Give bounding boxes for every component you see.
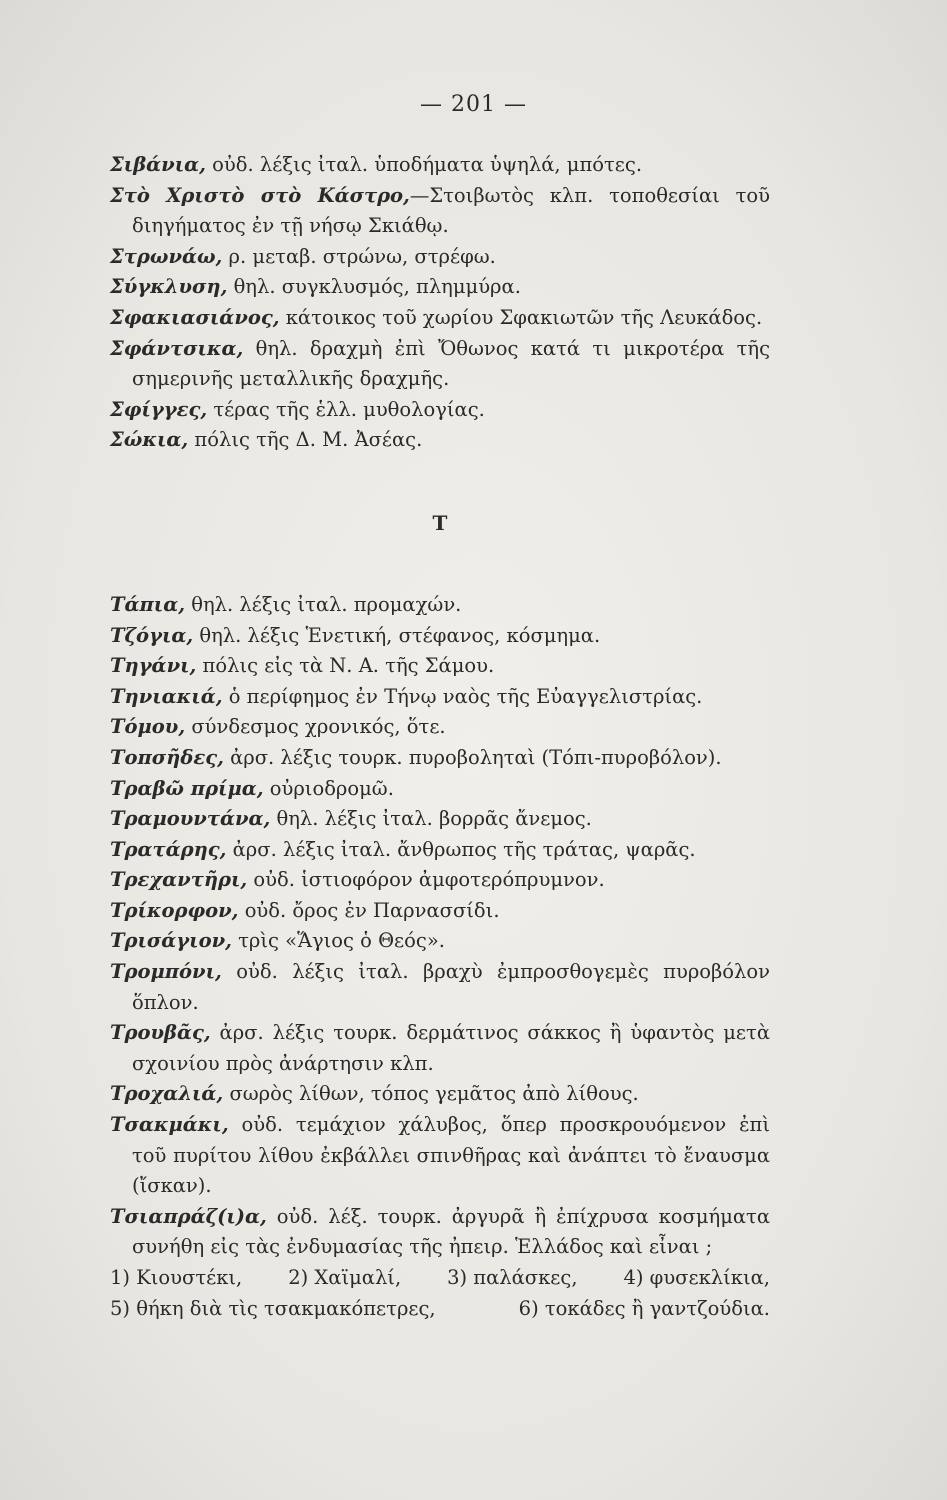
entry-lemma: Τηγάνι, xyxy=(110,654,197,678)
entry xyxy=(110,181,770,242)
entry-lemma: Τραμουντάνα, xyxy=(110,807,271,831)
entry-text: οὐδ. ὄρος ἐν Παρνασσίδι. xyxy=(244,898,500,922)
entry-text: οὐδ. λέξ. τουρκ. ἀργυρᾶ ἢ ἐπίχρυσα κοσμήματα συνήθη εἰς τὰς ἐνδυμασίας τῆς ἠπειρ. Ἑλλάδος καὶ εἶναι ; xyxy=(132,1204,770,1259)
entry-text: τέρας τῆς ἑλλ. μυθολογίας. xyxy=(213,397,485,421)
entry xyxy=(110,1202,770,1263)
entry-text: κάτοικος τοῦ χωρίου Σφακιωτῶν τῆς Λευκάδος. xyxy=(285,305,763,329)
entry-lemma: Τζόγια, xyxy=(110,623,194,647)
entry-text: σωρὸς λίθων, τόπος γεμᾶτος ἀπὸ λίθους. xyxy=(229,1082,639,1106)
entry-lemma: Στὸ Χριστὸ στὸ Κάστρο, xyxy=(110,183,410,207)
entry xyxy=(110,150,770,181)
entry-lemma: Σώκια, xyxy=(110,428,189,452)
entry-text: τρὶς «Ἅγιος ὁ Θεός». xyxy=(238,929,445,953)
entry xyxy=(110,835,770,866)
entry-text: θηλ. λέξις Ἑνετική, στέφανος, κόσμημα. xyxy=(199,623,601,647)
entry-text: θηλ. συγκλυσμός, πλημμύρα. xyxy=(233,275,521,299)
entry-text: θηλ. δραχμὴ ἐπὶ Ὄθωνος κατά τι μικροτέρα τῆς σημερινῆς μεταλλικῆς δραχμῆς. xyxy=(132,336,771,391)
entry-lemma: Τοπσῆδες, xyxy=(110,745,224,769)
entry-text: —Στοιβωτὸς κλπ. τοποθεσίαι τοῦ διηγήματος ἐν τῇ νήσῳ Σκιάθῳ. xyxy=(132,183,770,238)
entry-text: ἀρσ. λέξις τουρκ. πυροβοληταὶ (Τόπι-πυροβόλον). xyxy=(230,745,722,769)
entry-lemma: Τρεχαντῆρι, xyxy=(110,868,248,892)
ornament-list xyxy=(110,1263,770,1324)
entry xyxy=(110,334,770,395)
entry-text: θηλ. λέξις ἰταλ. προμαχών. xyxy=(191,592,462,616)
tau-entries xyxy=(110,590,770,1263)
entry xyxy=(110,303,770,334)
list-line xyxy=(110,1294,770,1325)
entry-lemma: Τρίκορφον, xyxy=(110,898,239,922)
entry xyxy=(110,896,770,927)
page-number: — 201 — xyxy=(420,92,527,117)
entry xyxy=(110,804,770,835)
list-item: 5) θήκη διὰ τὶς τσακμακόπετρες, xyxy=(110,1296,436,1320)
entry xyxy=(110,425,770,456)
list-item: 6) τοκάδες ἢ γαντζούδια. xyxy=(518,1296,770,1320)
entry-lemma: Τρατάρης, xyxy=(110,837,227,861)
list-line xyxy=(110,1263,770,1294)
entry xyxy=(110,395,770,426)
entry xyxy=(110,712,770,743)
entry xyxy=(110,651,770,682)
entry-lemma: Σφακιασιάνος, xyxy=(110,305,280,329)
entry-lemma: Τηνιακιά, xyxy=(110,684,223,708)
entry-text: οὐδ. λέξις ἰταλ. ὑποδήματα ὑψηλά, μπότες. xyxy=(212,153,643,176)
entry xyxy=(110,926,770,957)
entry xyxy=(110,1079,770,1110)
entry-text: οὐδ. τεμάχιον χάλυβος, ὅπερ προσκρουόμενον ἐπὶ τοῦ πυρίτου λίθου ἐκβάλλει σπινθῆρας καὶ ἀνάπτει τὸ ἔναυσμα (ἴσκαν). xyxy=(132,1113,770,1198)
entry-lemma: Τσιαπράζ(ι)α, xyxy=(110,1204,267,1228)
entry-text: πόλις εἰς τὰ Ν. Α. τῆς Σάμου. xyxy=(202,654,495,678)
list-item: 1) Κιουστέκι, xyxy=(110,1266,243,1289)
dictionary-content xyxy=(110,150,770,1324)
entry-lemma: Τάπια, xyxy=(110,592,186,616)
section-heading: Τ xyxy=(432,510,448,535)
entry-lemma: Σφάντσικα, xyxy=(110,336,244,360)
entry xyxy=(110,1110,770,1202)
entry xyxy=(110,1018,770,1079)
entry-lemma: Τρισάγιον, xyxy=(110,929,232,953)
list-item: 4) φυσεκλίκια, xyxy=(623,1266,770,1289)
entry xyxy=(110,272,770,303)
sigma-entries xyxy=(110,150,770,456)
entry-lemma: Τρομπόνι, xyxy=(110,960,222,984)
list-item: 2) Χαϊμαλί, xyxy=(288,1266,402,1289)
list-item: 3) παλάσκες, xyxy=(447,1266,578,1289)
entry xyxy=(110,682,770,713)
entry xyxy=(110,957,770,1018)
entry-text: οὐδ. ἱστιοφόρον ἀμφοτερόπρυμνον. xyxy=(253,868,605,892)
entry xyxy=(110,242,770,273)
entry-lemma: Σιβάνια, xyxy=(110,153,206,176)
entry xyxy=(110,743,770,774)
entry-lemma: Τροχαλιά, xyxy=(110,1082,224,1106)
entry-lemma: Τρουβᾶς, xyxy=(110,1021,211,1045)
entry-lemma: Στρωνάω, xyxy=(110,244,223,268)
entry-text: οὐδ. λέξις ἰταλ. βραχὺ ἐμπροσθογεμὲς πυροβόλον ὅπλον. xyxy=(132,960,770,1014)
entry-text: σύνδεσμος χρονικός, ὅτε. xyxy=(191,715,446,739)
entry-lemma: Τόμου, xyxy=(110,715,186,739)
entry-text: ρ. μεταβ. στρώνω, στρέφω. xyxy=(228,244,496,268)
entry xyxy=(110,865,770,896)
entry-lemma: Σύγκλυση, xyxy=(110,275,228,299)
entry xyxy=(110,774,770,805)
entry-text: οὐριοδρομῶ. xyxy=(269,776,394,800)
entry-lemma: Σφίγγες, xyxy=(110,397,208,421)
entry-text: πόλις τῆς Δ. Μ. Ἀσέας. xyxy=(194,428,423,452)
entry-text: θηλ. λέξις ἰταλ. βορρᾶς ἄνεμος. xyxy=(276,807,592,831)
entry-text: ἀρσ. λέξις τουρκ. δερμάτινος σάκκος ἢ ὑφαντὸς μετὰ σχοινίου πρὸς ἀνάρτησιν κλπ. xyxy=(132,1021,770,1075)
entry-lemma: Τραβῶ πρίμα, xyxy=(110,776,264,800)
entry xyxy=(110,590,770,621)
entry-text: ὁ περίφημος ἐν Τήνῳ ναὸς τῆς Εὐαγγελιστρίας. xyxy=(228,684,703,708)
entry-text: ἀρσ. λέξις ἰταλ. ἄνθρωπος τῆς τράτας, ψαρᾶς. xyxy=(232,837,696,861)
entry xyxy=(110,621,770,652)
entry-lemma: Τσακμάκι, xyxy=(110,1113,229,1137)
